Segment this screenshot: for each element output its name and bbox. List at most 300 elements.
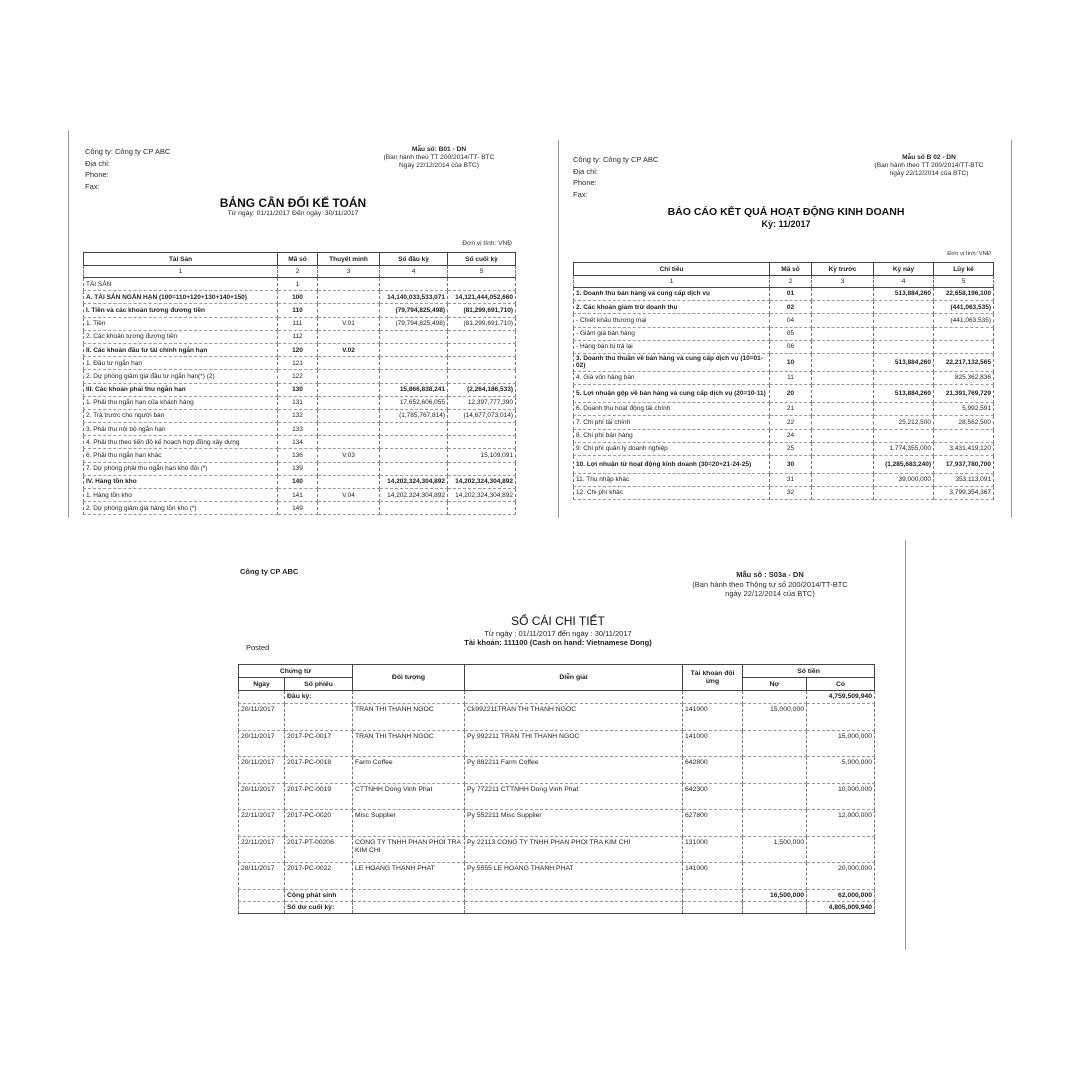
row-curr: 513,884,260 xyxy=(874,288,934,301)
row-code: 121 xyxy=(278,357,318,370)
row-note xyxy=(318,475,380,488)
row-prev xyxy=(812,327,874,340)
row-prev xyxy=(812,455,874,473)
row-end xyxy=(448,357,516,370)
row-name: I. Tiền và các khoản tương đương tiền xyxy=(84,304,278,317)
row-date: 20/11/2017 xyxy=(239,704,285,731)
row-curr: 513,884,260 xyxy=(874,353,934,371)
ledger-row xyxy=(239,783,875,810)
row-begin xyxy=(380,278,448,291)
row-cum: 3,431,419,120 xyxy=(934,442,994,455)
row-begin: (1,785,767,814) xyxy=(380,409,448,422)
index-cell: 3 xyxy=(318,266,380,278)
row-curr xyxy=(874,371,934,384)
row-name: 2. Các khoản giảm trừ doanh thu xyxy=(574,301,770,314)
balance-sheet-title: BẢNG CÂN ĐỐI KẾ TOÁN xyxy=(219,196,367,210)
col-header-amount: Số tiền xyxy=(743,665,875,678)
row-object: Misc Supplier xyxy=(353,810,465,837)
row-code: 30 xyxy=(770,455,812,473)
row-curr xyxy=(874,301,934,314)
row-number: 2017-PC-0022 xyxy=(285,863,353,890)
row-name: 11. Thu nhập khác xyxy=(574,473,770,486)
row-code: 149 xyxy=(278,502,318,515)
row-name: 1. Tiền xyxy=(84,317,278,330)
row-begin: (79,794,825,498) xyxy=(380,304,448,317)
table-row xyxy=(574,327,994,340)
col-header-prev: Kỳ trước xyxy=(812,263,874,276)
form-basis: (Ban hành theo TT 200/2014/TT- BTC xyxy=(383,154,495,161)
col-header-voucher: Chứng từ xyxy=(239,665,353,678)
ledger-row xyxy=(239,836,875,863)
balance-sheet-table xyxy=(83,252,516,515)
index-cell: 4 xyxy=(874,276,934,288)
row-cum: 28,562,500 xyxy=(934,416,994,429)
row-debit xyxy=(743,757,807,784)
row-note xyxy=(318,436,380,449)
row-debit xyxy=(743,730,807,757)
balance-sheet-form-info xyxy=(369,146,509,170)
row-date: 22/11/2017 xyxy=(239,836,285,863)
row-code: 100 xyxy=(278,291,318,304)
row-end xyxy=(448,436,516,449)
col-header-number: Số phiếu xyxy=(285,678,353,691)
row-cum xyxy=(934,327,994,340)
row-name: TÀI SẢN xyxy=(84,278,278,291)
row-name: 1. Đầu tư ngắn hạn xyxy=(84,357,278,370)
row-code: 1 xyxy=(278,278,318,291)
row-name: 4. Phải thu theo tiến độ kế hoạch hợp đồng xây dựng xyxy=(84,436,278,449)
col-header-begin: Số đầu kỳ xyxy=(380,253,448,266)
closing-debit xyxy=(743,901,807,913)
row-begin xyxy=(380,330,448,343)
table-row xyxy=(574,473,994,486)
row-end: 15,109,091 xyxy=(448,449,516,462)
index-cell: 5 xyxy=(448,266,516,278)
row-code: 02 xyxy=(770,301,812,314)
row-note xyxy=(318,330,380,343)
row-number xyxy=(285,704,353,731)
row-desc: Ck992211TRAN THI THANH NGOC xyxy=(465,704,683,731)
row-note xyxy=(318,304,380,317)
row-contra: 141000 xyxy=(683,730,743,757)
row-name: 2. Dự phòng giảm giá hàng tồn kho (*) xyxy=(84,502,278,515)
row-prev xyxy=(812,429,874,442)
table-row xyxy=(574,314,994,327)
col-header-desc: Diễn giải xyxy=(465,665,683,691)
col-header-code: Mã số xyxy=(278,253,318,266)
form-basis: (Ban hành theo Thông tư số 200/2014/TT-BTC xyxy=(692,579,848,589)
index-cell: 5 xyxy=(934,276,994,288)
table-row xyxy=(574,385,994,403)
fax-line: Fax: xyxy=(85,181,100,191)
row-note xyxy=(318,462,380,475)
row-date: 20/11/2017 xyxy=(239,730,285,757)
balance-sheet-company-info xyxy=(85,146,170,192)
row-cum: (441,063,535) xyxy=(934,301,994,314)
row-prev xyxy=(812,288,874,301)
row-cum: 22,658,196,100 xyxy=(934,288,994,301)
ledger-table xyxy=(238,664,875,914)
total-row xyxy=(239,889,875,901)
row-begin xyxy=(380,449,448,462)
col-header-curr: Kỳ này xyxy=(874,263,934,276)
row-end: 14,202,324,304,892 xyxy=(448,489,516,502)
row-begin: 15,866,838,241 xyxy=(380,383,448,396)
row-curr xyxy=(874,340,934,353)
row-prev xyxy=(812,340,874,353)
row-name: III. Các khoản phải thu ngắn hạn xyxy=(84,383,278,396)
row-debit: 15,000,000 xyxy=(743,704,807,731)
row-cum xyxy=(934,340,994,353)
row-begin xyxy=(380,462,448,475)
balance-sheet-document xyxy=(68,130,516,518)
row-code: 31 xyxy=(770,473,812,486)
row-name: II. Các khoản đầu tư tài chính ngắn hạn xyxy=(84,343,278,356)
ledger-row xyxy=(239,704,875,731)
empty-cell xyxy=(683,901,743,913)
form-number: Mẫu số : S03a - DN xyxy=(736,570,804,579)
row-prev xyxy=(812,442,874,455)
ledger-form-info xyxy=(670,570,870,599)
row-credit xyxy=(807,836,875,863)
row-begin xyxy=(380,343,448,356)
col-header-cum: Lũy kế xyxy=(934,263,994,276)
row-name: IV. Hàng tồn kho xyxy=(84,475,278,488)
row-end xyxy=(448,278,516,291)
form-number: Mẫu số B 02 - DN xyxy=(902,154,956,161)
row-debit xyxy=(743,783,807,810)
table-row xyxy=(574,416,994,429)
company-line: Công ty: Công ty CP ABC xyxy=(573,155,659,164)
row-end: (81,299,691,710) xyxy=(448,304,516,317)
row-note: V.04 xyxy=(318,489,380,502)
row-end xyxy=(448,423,516,436)
row-prev xyxy=(812,371,874,384)
table-row xyxy=(574,442,994,455)
row-begin xyxy=(380,502,448,515)
row-object: TRAN THI THANH NGOC xyxy=(353,730,465,757)
row-object: TRAN THI THANH NGOC xyxy=(353,704,465,731)
row-code: 01 xyxy=(770,288,812,301)
closing-row xyxy=(239,901,875,913)
row-prev xyxy=(812,473,874,486)
row-name: 2. Các khoản tương đương tiền xyxy=(84,330,278,343)
income-statement-company-info xyxy=(573,154,658,200)
row-code: 110 xyxy=(278,304,318,317)
table-row xyxy=(574,487,994,500)
ledger-title: SỔ CÁI CHI TIẾT xyxy=(511,614,605,628)
empty-cell xyxy=(239,889,285,901)
row-name: 6. Phải thu ngắn hạn khác xyxy=(84,449,278,462)
row-name: 3. Phải thu nội bộ ngắn hạn xyxy=(84,423,278,436)
row-begin xyxy=(380,357,448,370)
row-number: 2017-PC-0020 xyxy=(285,810,353,837)
row-desc: Py 882211 Farm Coffee xyxy=(465,757,683,784)
row-begin xyxy=(380,370,448,383)
opening-row xyxy=(239,691,875,704)
row-curr: (1,285,683,240) xyxy=(874,455,934,473)
row-name: - Giảm giá bán hàng xyxy=(574,327,770,340)
row-number: 2017-PC-0019 xyxy=(285,783,353,810)
row-contra: 131000 xyxy=(683,836,743,863)
row-name: 7. Chi phí tài chính xyxy=(574,416,770,429)
row-end: 14,202,324,304,892 xyxy=(448,475,516,488)
table-row xyxy=(84,475,516,488)
table-row xyxy=(574,455,994,473)
ledger-document xyxy=(210,540,906,950)
col-header-code: Mã số xyxy=(770,263,812,276)
closing-credit: 4,805,009,940 xyxy=(807,901,875,913)
row-end: (81,299,691,710) xyxy=(448,317,516,330)
form-basis: (Ban hành theo TT 200/2014/TT-BTC xyxy=(874,162,984,169)
ledger-row xyxy=(239,730,875,757)
opening-credit: 4,759,509,940 xyxy=(807,691,875,704)
row-note xyxy=(318,291,380,304)
row-name: - Chiết khấu thương mại xyxy=(574,314,770,327)
row-end: 12,397,777,390 xyxy=(448,396,516,409)
row-name: 1. Doanh thu bán hàng và cung cấp dịch vụ xyxy=(574,288,770,301)
income-statement-period: Kỳ: 11/2017 xyxy=(761,219,811,229)
ledger-row xyxy=(239,863,875,890)
address-line: Địa chỉ: xyxy=(573,166,599,176)
empty-cell xyxy=(353,889,465,901)
row-code: 136 xyxy=(278,449,318,462)
row-date: 28/11/2017 xyxy=(239,863,285,890)
table-row xyxy=(574,371,994,384)
row-end xyxy=(448,343,516,356)
row-prev xyxy=(812,487,874,500)
row-name: - Hàng bán bị trả lại xyxy=(574,340,770,353)
row-name: 4. Giá vốn hàng bán xyxy=(574,371,770,384)
row-begin: 17,652,606,055 xyxy=(380,396,448,409)
row-note xyxy=(318,357,380,370)
ledger-status: Posted xyxy=(246,643,270,652)
table-row xyxy=(84,436,516,449)
empty-cell xyxy=(683,889,743,901)
row-contra: 141000 xyxy=(683,704,743,731)
index-cell: 1 xyxy=(84,266,278,278)
row-desc: Py 22113 CONG TY TNHH PHAN PHOI TRA KIM CHI xyxy=(465,836,683,863)
row-name: 2. Trả trước cho người bán xyxy=(84,409,278,422)
row-prev xyxy=(812,416,874,429)
ledger-company: Công ty CP ABC xyxy=(240,567,299,576)
row-desc: Py 992211 TRAN THI THANH NGOC xyxy=(465,730,683,757)
table-row xyxy=(84,291,516,304)
row-cum: 17,937,780,700 xyxy=(934,455,994,473)
row-name: 5. Lợi nhuận gộp về bán hàng và cung cấp dịch vụ (20=10-11) xyxy=(574,385,770,403)
row-credit xyxy=(807,704,875,731)
unit-label: Đơn vị tính: VNĐ xyxy=(462,240,512,247)
row-code: 112 xyxy=(278,330,318,343)
row-name: 2. Dự phòng giảm giá đầu tư ngắn hạn(*) (2) xyxy=(84,370,278,383)
empty-cell xyxy=(239,901,285,913)
col-header-object: Đối tượng xyxy=(353,665,465,691)
row-end xyxy=(448,370,516,383)
row-code: 05 xyxy=(770,327,812,340)
table-row xyxy=(84,396,516,409)
row-code: 22 xyxy=(770,416,812,429)
table-row xyxy=(84,449,516,462)
row-code: 11 xyxy=(770,371,812,384)
row-cum: 825,362,836 xyxy=(934,371,994,384)
row-prev xyxy=(812,353,874,371)
row-begin xyxy=(380,436,448,449)
table-row xyxy=(574,353,994,371)
row-desc: Py 5555 LE HOANG THANH PHAT xyxy=(465,863,683,890)
row-note xyxy=(318,383,380,396)
row-name: 12. Chi phí khác xyxy=(574,487,770,500)
row-end: 14,121,444,052,660 xyxy=(448,291,516,304)
row-note: V.03 xyxy=(318,449,380,462)
row-cum: 21,391,769,729 xyxy=(934,385,994,403)
col-header-end: Số cuối kỳ xyxy=(448,253,516,266)
closing-label: Số dư cuối kỳ: xyxy=(285,901,353,913)
empty-cell xyxy=(353,901,465,913)
table-row xyxy=(84,462,516,475)
row-curr: 1,774,355,000 xyxy=(874,442,934,455)
row-cum: 353,113,091 xyxy=(934,473,994,486)
form-date: ngày 22/12/2014 của BTC) xyxy=(889,170,969,177)
company-line: Công ty: Công ty CP ABC xyxy=(85,147,171,156)
row-object: CTTNHH Dong Vinh Phat xyxy=(353,783,465,810)
ledger-row xyxy=(239,810,875,837)
row-code: 122 xyxy=(278,370,318,383)
row-name: 3. Doanh thu thuần về bán hàng và cung cấp dịch vụ (10=01-02) xyxy=(574,353,770,371)
col-header-contra: Tài khoản đối ứng xyxy=(683,665,743,691)
row-code: 20 xyxy=(770,385,812,403)
row-code: 131 xyxy=(278,396,318,409)
table-row xyxy=(84,383,516,396)
table-row xyxy=(574,340,994,353)
table-row xyxy=(84,343,516,356)
col-header-credit: Có xyxy=(807,678,875,691)
address-line: Địa chỉ: xyxy=(85,158,111,168)
row-name: 10. Lợi nhuận từ hoạt động kinh doanh (30=20+21-24-25) xyxy=(574,455,770,473)
opening-label: Đầu kỳ: xyxy=(285,691,353,704)
index-cell: 2 xyxy=(278,266,318,278)
row-code: 25 xyxy=(770,442,812,455)
form-date: Ngày 22/12/2014 của BTC) xyxy=(399,162,479,169)
row-date: 20/11/2017 xyxy=(239,783,285,810)
row-cum: 22,217,132,565 xyxy=(934,353,994,371)
row-code: 134 xyxy=(278,436,318,449)
row-end xyxy=(448,462,516,475)
index-cell: 1 xyxy=(574,276,770,288)
index-cell: 2 xyxy=(770,276,812,288)
row-code: 04 xyxy=(770,314,812,327)
row-debit xyxy=(743,810,807,837)
table-row xyxy=(574,288,994,301)
row-number: 2017-PC-0018 xyxy=(285,757,353,784)
total-credit: 62,000,000 xyxy=(807,889,875,901)
row-code: 132 xyxy=(278,409,318,422)
empty-cell xyxy=(465,901,683,913)
row-code: 32 xyxy=(770,487,812,500)
table-row xyxy=(84,409,516,422)
row-object: LE HOANG THANH PHAT xyxy=(353,863,465,890)
row-end: (14,677,073,014) xyxy=(448,409,516,422)
unit-label: Đơn vị tính: VNĐ xyxy=(947,251,991,257)
row-begin: 14,140,033,533,071 xyxy=(380,291,448,304)
row-debit: 1,500,000 xyxy=(743,836,807,863)
col-header-indicator: Chỉ tiêu xyxy=(574,263,770,276)
col-header-debit: Nợ xyxy=(743,678,807,691)
row-prev xyxy=(812,314,874,327)
row-code: 140 xyxy=(278,475,318,488)
row-desc: Py 772211 CTTNHH Dong Vinh Phat xyxy=(465,783,683,810)
row-name: 9. Chi phí quản lý doanh nghiệp xyxy=(574,442,770,455)
row-curr: 513,884,260 xyxy=(874,385,934,403)
row-curr: 39,000,000 xyxy=(874,473,934,486)
row-note xyxy=(318,423,380,436)
row-contra: 627800 xyxy=(683,810,743,837)
income-statement-title: BÁO CÁO KẾT QUẢ HOẠT ĐỘNG KINH DOANH xyxy=(667,206,905,218)
row-curr xyxy=(874,429,934,442)
row-code: 111 xyxy=(278,317,318,330)
table-row xyxy=(84,502,516,515)
row-code: 141 xyxy=(278,489,318,502)
row-note: V.01 xyxy=(318,317,380,330)
row-name: 6. Doanh thu hoạt động tài chính xyxy=(574,403,770,416)
row-name: 7. Dự phòng phải thu ngắn hạn khó đòi (*) xyxy=(84,462,278,475)
form-date: ngày 22/12/2014 của BTC) xyxy=(725,589,815,598)
row-cum xyxy=(934,429,994,442)
total-debit: 16,500,000 xyxy=(743,889,807,901)
table-row xyxy=(574,403,994,416)
row-date: 20/11/2017 xyxy=(239,757,285,784)
ledger-period: Từ ngày : 01/11/2017 đến ngày : 30/11/2017 xyxy=(484,629,632,638)
phone-line: Phone: xyxy=(573,178,597,187)
table-row xyxy=(84,423,516,436)
form-number: Mẫu số: B01 - DN xyxy=(411,146,467,153)
phone-line: Phone: xyxy=(85,170,109,179)
fax-line: Fax: xyxy=(573,189,588,199)
row-cum: 5,992,591 xyxy=(934,403,994,416)
row-begin: 14,202,324,304,892 xyxy=(380,475,448,488)
row-end xyxy=(448,330,516,343)
ledger-account: Tài khoản: 111100 (Cash on hand: Vietnamese Dong) xyxy=(464,638,652,647)
row-curr xyxy=(874,327,934,340)
table-row xyxy=(84,489,516,502)
row-curr xyxy=(874,403,934,416)
row-contra: 642300 xyxy=(683,783,743,810)
empty-cell xyxy=(465,889,683,901)
row-note xyxy=(318,396,380,409)
row-code: 133 xyxy=(278,423,318,436)
row-prev xyxy=(812,403,874,416)
row-desc: Py 552211 Misc Supplier xyxy=(465,810,683,837)
row-begin: 14,202,324,304,892 xyxy=(380,489,448,502)
index-cell: 4 xyxy=(380,266,448,278)
income-statement-document xyxy=(558,140,1012,518)
row-date: 22/11/2017 xyxy=(239,810,285,837)
table-row xyxy=(574,301,994,314)
row-object: CONG TY TNHH PHAN PHOI TRA KIM CHI xyxy=(353,836,465,863)
row-curr: 25,212,500 xyxy=(874,416,934,429)
row-credit: 10,000,000 xyxy=(807,783,875,810)
row-name: 8. Chi phí bán hàng xyxy=(574,429,770,442)
table-row xyxy=(84,330,516,343)
row-name: 1. Hàng tồn kho xyxy=(84,489,278,502)
col-header-note: Thuyết minh xyxy=(318,253,380,266)
row-code: 120 xyxy=(278,343,318,356)
income-statement-form-info xyxy=(859,154,999,178)
row-note: V.02 xyxy=(318,343,380,356)
total-label: Cộng phát sinh xyxy=(285,889,353,901)
row-code: 06 xyxy=(770,340,812,353)
row-code: 21 xyxy=(770,403,812,416)
row-number: 2017-PT-00206 xyxy=(285,836,353,863)
